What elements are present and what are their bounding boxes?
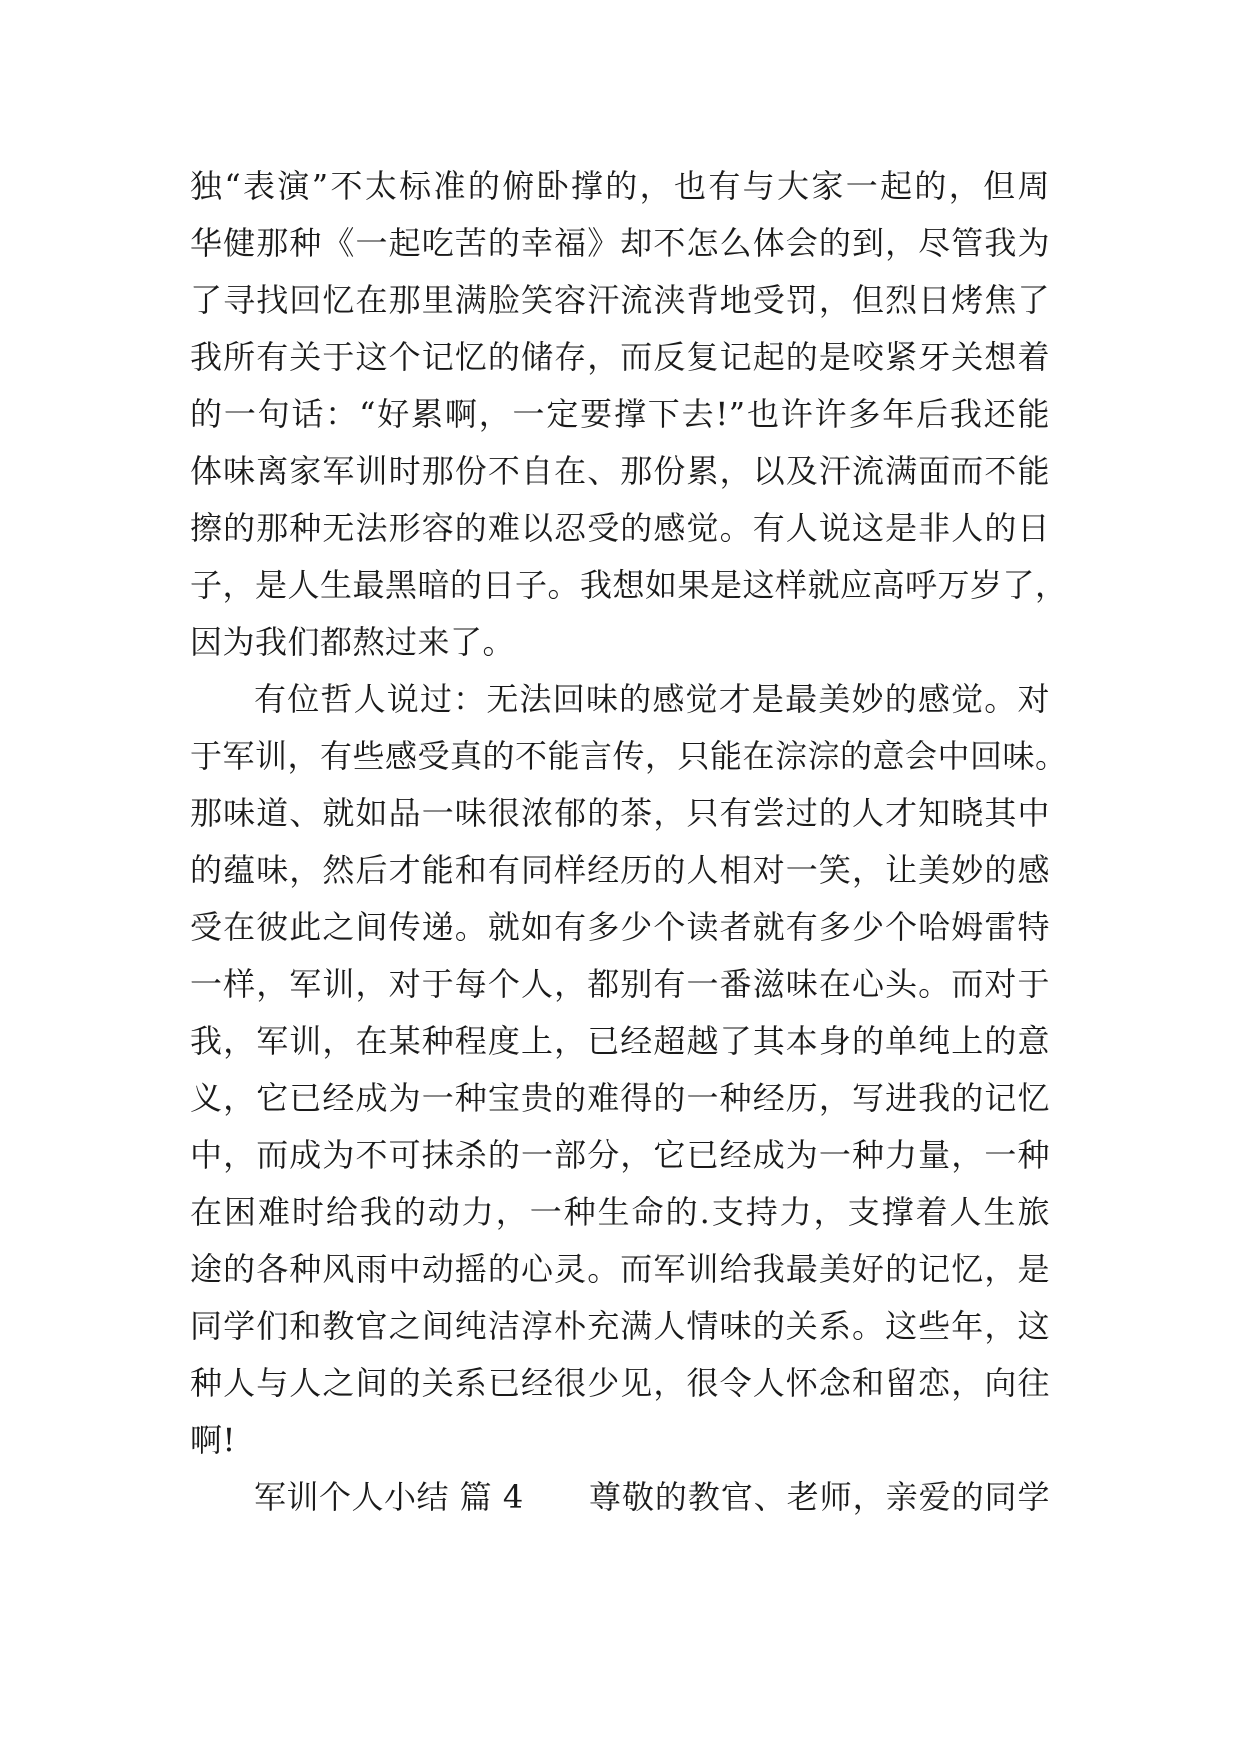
paragraph-1: [190, 158, 1068, 671]
paragraph-line: 因为我们都熬过来了。: [190, 623, 516, 661]
paragraph-line: 同学们和教官之间纯洁淳朴充满人情味的关系。这些年，这: [190, 1307, 1050, 1345]
paragraph-line: 在困难时给我的动力，一种生命的.支持力，支撑着人生旅: [190, 1193, 1050, 1231]
paragraph-line: 途的各种风雨中动摇的心灵。而军训给我最美好的记忆，是: [190, 1250, 1050, 1288]
paragraph-line: 体味离家军训时那份不自在、那份累，以及汗流满面而不能: [190, 452, 1050, 490]
paragraph-line: 义，它已经成为一种宝贵的难得的一种经历，写进我的记忆: [190, 1079, 1050, 1117]
paragraph-line: 一样，军训，对于每个人，都别有一番滋味在心头。而对于: [190, 965, 1050, 1003]
paragraph-line: 的一句话：“好累啊，一定要撑下去!”也许许多年后我还能: [190, 395, 1050, 433]
paragraph-line: 受在彼此之间传递。就如有多少个读者就有多少个哈姆雷特: [190, 908, 1050, 946]
paragraph-line: 子，是人生最黑暗的日子。我想如果是这样就应高呼万岁了，: [190, 566, 1068, 604]
paragraph-line: 有位哲人说过：无法回味的感觉才是最美妙的感觉。对: [254, 680, 1050, 718]
paragraph-line: 了寻找回忆在那里满脸笑容汗流浃背地受罚，但烈日烤焦了: [190, 281, 1050, 319]
section-title: 军训个人小结 篇 4: [254, 1478, 524, 1516]
section-heading: [190, 1469, 1050, 1526]
document-body: [190, 158, 1068, 1526]
paragraph-line: 我所有关于这个记忆的储存，而反复记起的是咬紧牙关想着: [190, 338, 1050, 376]
section-opening: 尊敬的教官、老师，亲爱的同学: [589, 1478, 1050, 1516]
paragraph-line: 啊!: [190, 1421, 236, 1459]
paragraph-line: 的蕴味，然后才能和有同样经历的人相对一笑，让美妙的感: [190, 851, 1050, 889]
paragraph-line: 独“表演”不太标准的俯卧撑的，也有与大家一起的，但周: [190, 167, 1050, 205]
paragraph-2: [190, 671, 1068, 1469]
paragraph-line: 我，军训，在某种程度上，已经超越了其本身的单纯上的意: [190, 1022, 1050, 1060]
paragraph-line: 华健那种《一起吃苦的幸福》却不怎么体会的到，尽管我为: [190, 224, 1050, 262]
paragraph-line: 那味道、就如品一味很浓郁的茶，只有尝过的人才知晓其中: [190, 794, 1050, 832]
paragraph-line: 中，而成为不可抹杀的一部分，它已经成为一种力量，一种: [190, 1136, 1050, 1174]
paragraph-line: 于军训，有些感受真的不能言传，只能在淙淙的意会中回味。: [190, 737, 1068, 775]
paragraph-line: 擦的那种无法形容的难以忍受的感觉。有人说这是非人的日: [190, 509, 1050, 547]
paragraph-line: 种人与人之间的关系已经很少见，很令人怀念和留恋，向往: [190, 1364, 1050, 1402]
